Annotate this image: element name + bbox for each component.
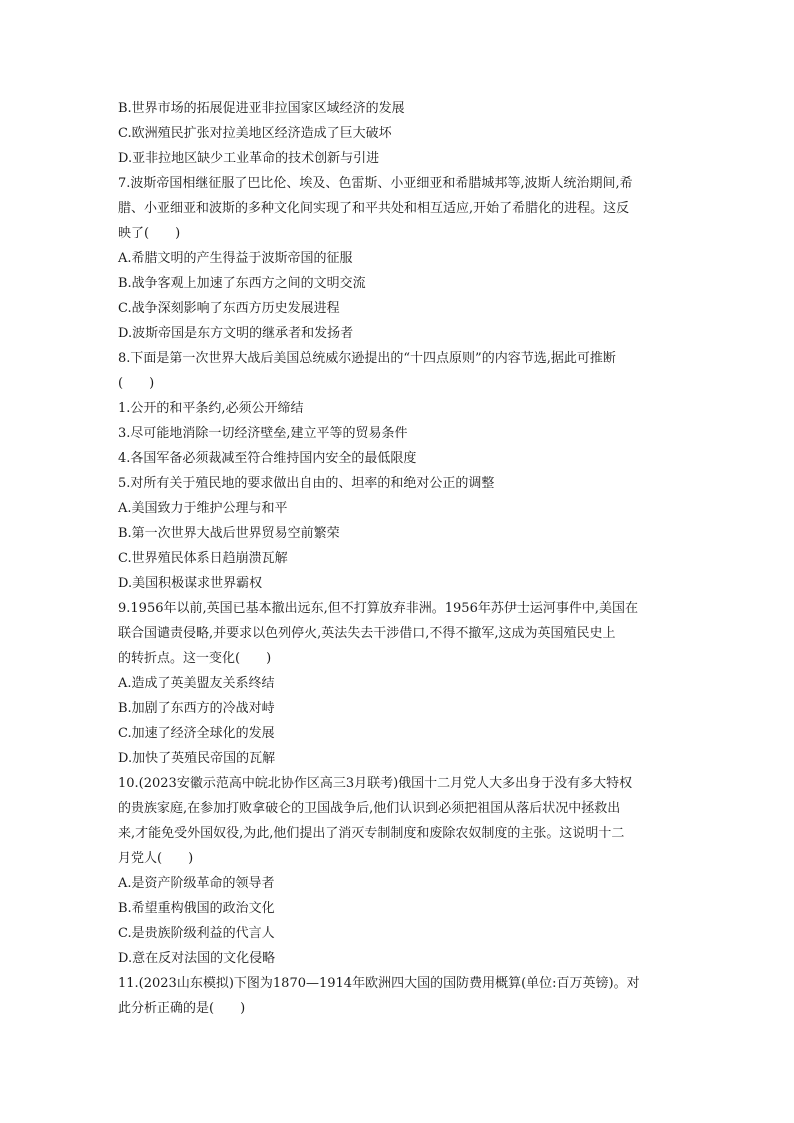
option-b: B.世界市场的拓展促进亚非拉国家区域经济的发展 — [118, 101, 405, 116]
option-a: A.美国致力于维护公理与和平 — [118, 501, 288, 516]
question-stem-line: 来,才能免受外国奴役,为此,他们提出了消灭专制制度和废除农奴制度的主张。这说明十二 — [118, 826, 625, 841]
option-c: C.战争深刻影响了东西方历史发展进程 — [118, 301, 340, 316]
question-stem-line: 联合国谴责侵略,并要求以色列停火,英法失去干涉借口,不得不撤军,这成为英国殖民史上 — [118, 626, 616, 641]
option-b: B.第一次世界大战后世界贸易空前繁荣 — [118, 526, 340, 541]
option-c: C.世界殖民体系日趋崩溃瓦解 — [118, 551, 288, 566]
question-stem-line: 10.(2023安徽示范高中皖北协作区高三3月联考)俄国十二月党人大多出身于没有多大特权 — [118, 776, 633, 791]
option-b: B.战争客观上加速了东西方之间的文明交流 — [118, 276, 366, 291]
question-stem-line: 腊、小亚细亚和波斯的多种文化间实现了和平共处和相互适应,开始了希腊化的进程。这反 — [118, 201, 630, 216]
question-8 — [118, 346, 678, 596]
option-d: D.意在反对法国的文化侵略 — [118, 951, 276, 966]
option-d: D.美国积极谋求世界霸权 — [118, 576, 263, 591]
option-b: B.加剧了东西方的冷战对峙 — [118, 701, 275, 716]
option-b: B.希望重构俄国的政治文化 — [118, 901, 275, 916]
question-10 — [118, 771, 678, 971]
option-a: A.希腊文明的产生得益于波斯帝国的征服 — [118, 251, 353, 266]
option-d: D.亚非拉地区缺少工业革命的技术创新与引进 — [118, 151, 380, 166]
option-c: C.是贵族阶级利益的代言人 — [118, 926, 275, 941]
question-stem-line: 8.下面是第一次世界大战后美国总统威尔逊提出的“十四点原则”的内容节选,据此可推断 — [118, 351, 616, 366]
question-stem-line: 的贵族家庭,在参加打败拿破仑的卫国战争后,他们认识到必须把祖国从落后状况中拯救出 — [118, 801, 621, 816]
option-a: A.是资产阶级革命的领导者 — [118, 876, 275, 891]
question-stem-line: 月党人( ) — [118, 851, 194, 866]
question-stem-line: 11.(2023山东模拟)下图为1870—1914年欧洲四大国的国防费用概算(单位:百万英镑)。对 — [118, 976, 640, 991]
question-stem-line: 此分析正确的是( ) — [118, 1001, 246, 1016]
option-c: C.欧洲殖民扩张对拉美地区经济造成了巨大破坏 — [118, 126, 392, 141]
question-stem-line: ( ) — [118, 376, 155, 391]
question-9 — [118, 596, 678, 771]
question-stem-line: 9.1956年以前,英国已基本撤出远东,但不打算放弃非洲。1956年苏伊士运河事件中,美国在 — [118, 601, 638, 616]
option-c: C.加速了经济全球化的发展 — [118, 726, 275, 741]
question-stem-line: 映了( ) — [118, 226, 181, 241]
quoted-point: 3.尽可能地消除一切经济壁垒,建立平等的贸易条件 — [118, 426, 408, 441]
option-d: D.波斯帝国是东方文明的继承者和发扬者 — [118, 326, 354, 341]
quoted-point: 1.公开的和平条约,必须公开缔结 — [118, 401, 304, 416]
quoted-point: 4.各国军备必须裁减至符合维持国内安全的最低限度 — [118, 451, 417, 466]
quoted-point: 5.对所有关于殖民地的要求做出自由的、坦率的和绝对公正的调整 — [118, 476, 495, 491]
question-7 — [118, 171, 678, 346]
question-6-tail — [118, 96, 678, 171]
question-stem-line: 7.波斯帝国相继征服了巴比伦、埃及、色雷斯、小亚细亚和希腊城邦等,波斯人统治期间,希 — [118, 176, 633, 191]
option-d: D.加快了英殖民帝国的瓦解 — [118, 751, 276, 766]
question-stem-line: 的转折点。这一变化( ) — [118, 651, 272, 666]
exam-page — [118, 96, 678, 1021]
option-a: A.造成了英美盟友关系终结 — [118, 676, 275, 691]
question-11 — [118, 971, 678, 1021]
